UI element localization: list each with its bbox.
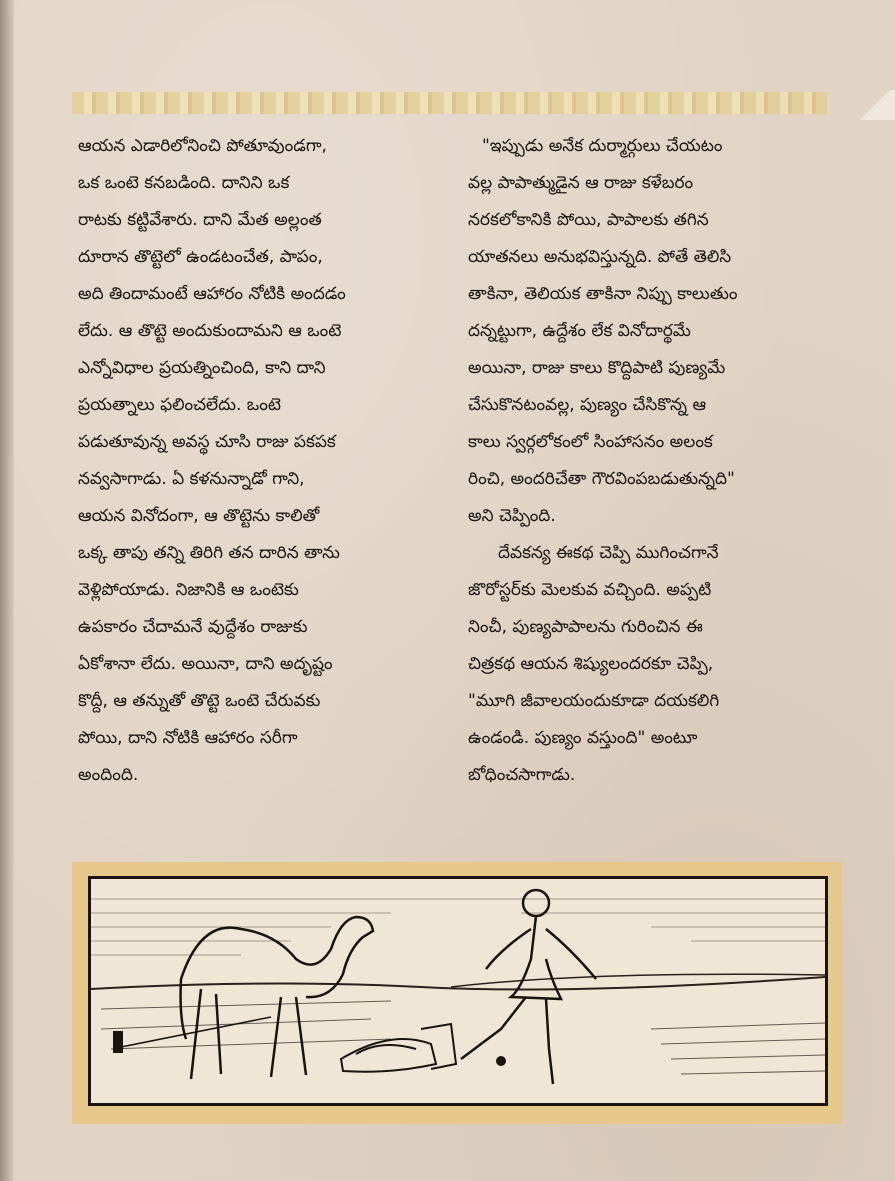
text-line: బోధించసాగాడు. [468, 765, 576, 785]
text-line: "ఇప్పుడు అనేక దుర్మార్గులు చేయటం [482, 136, 723, 156]
text-line: వెళ్లిపోయాడు. నిజానికి ఆ ఒంటెకు [78, 580, 299, 600]
text-line: అని చెప్పింది. [468, 506, 556, 526]
text-line: యాతనలు అనుభవిస్తున్నది. పోతే తెలిసి [468, 247, 732, 267]
text-line: ఒక్క తాపు తన్ని తిరిగి తన దారిన తాను [78, 543, 340, 563]
right-text-column [468, 128, 830, 794]
text-line: పడుతూవున్న అవస్థ చూసి రాజు పకపక [78, 432, 336, 452]
text-line: అయినా, రాజు కాలు కొద్దిపాటి పుణ్యమే [468, 358, 726, 378]
text-line: వల్ల పాపాత్ముడైన ఆ రాజు కళేబరం [468, 173, 694, 193]
text-line: ఆయన వినోదంగా, ఆ తొట్టెను కాలితో [78, 506, 320, 526]
text-line: అందింది. [78, 765, 139, 785]
text-line: ప్రయత్నాలు ఫలించలేదు. ఒంటె [78, 395, 281, 415]
illustration-camel-and-king [88, 876, 828, 1106]
torn-corner [855, 90, 895, 120]
text-line: ఉండండి. పుణ్యం వస్తుంది" అంటూ [468, 728, 698, 748]
text-line: అది తిందామంటే ఆహారం నోటికి అందడం [78, 284, 346, 304]
text-line: దేవకన్య ఈకథ చెప్పి ముగించగానే [498, 543, 719, 563]
text-line: జొరోస్టర్‌కు మెలకువ వచ్చింది. అప్పటి [468, 580, 712, 600]
text-line: ఆయన ఎడారిలోనించి పోతూవుండగా, [78, 136, 327, 156]
text-line: నించీ, పుణ్యపాపాలను గురించిన ఈ [468, 617, 703, 637]
text-line: లేదు. ఆ తొట్టె అందుకుందామని ఆ ఒంటె [78, 321, 342, 341]
text-line: "మూగి జీవాలయందుకూడా దయకలిగి [468, 691, 720, 711]
text-line: రాటకు కట్టివేశారు. దాని మేత అల్లంత [78, 210, 322, 230]
text-line: చేసుకొనటంవల్ల, పుణ్యం చేసికొన్న ఆ [468, 395, 707, 415]
text-line: ఒక ఒంటె కనబడింది. దానిని ఒక [78, 173, 290, 193]
text-line: పోయి, దాని నోటికి ఆహారం సరీగా [78, 728, 298, 748]
text-line: దన్నట్టుగా, ఉద్దేశం లేక వినోదార్థమే [468, 321, 691, 341]
text-line: కొద్దీ, ఆ తన్నుతో తొట్టె ఒంటె చేరువకు [78, 691, 321, 711]
text-line: ఏకోశానా లేదు. అయినా, దాని అదృష్టం [78, 654, 333, 674]
page-edge-shadow [0, 0, 14, 1181]
text-line: ఉపకారం చేదామనే వుద్దేశం రాజుకు [78, 617, 308, 637]
text-line: నవ్వసాగాడు. ఏ కళనున్నాడో గాని, [78, 469, 305, 489]
text-line: కాలు స్వర్గలోకంలో సింహాసనం అలంక [468, 432, 713, 452]
king-figure [461, 890, 596, 1084]
text-line: తాకినా, తెలియక తాకినా నిప్పు కాలుతుం [468, 284, 738, 304]
illustration-drawing [91, 879, 825, 1103]
text-line: దూరాన తొట్టెలో ఉండటంచేత, పాపం, [78, 247, 323, 267]
text-line: ఎన్నోవిధాల ప్రయత్నించింది, కాని దాని [78, 358, 326, 378]
text-line: చిత్రకథ ఆయన శిష్యులందరకూ చెప్పి, [468, 654, 714, 674]
text-line: రించి, అందరిచేతా గౌరవింపబడుతున్నది" [468, 469, 735, 489]
left-text-column [78, 128, 438, 794]
trough-drawing [341, 1024, 456, 1072]
text-line: నరకలోకానికి పోయి, పాపాలకు తగిన [468, 210, 709, 230]
decorative-border [72, 92, 827, 114]
